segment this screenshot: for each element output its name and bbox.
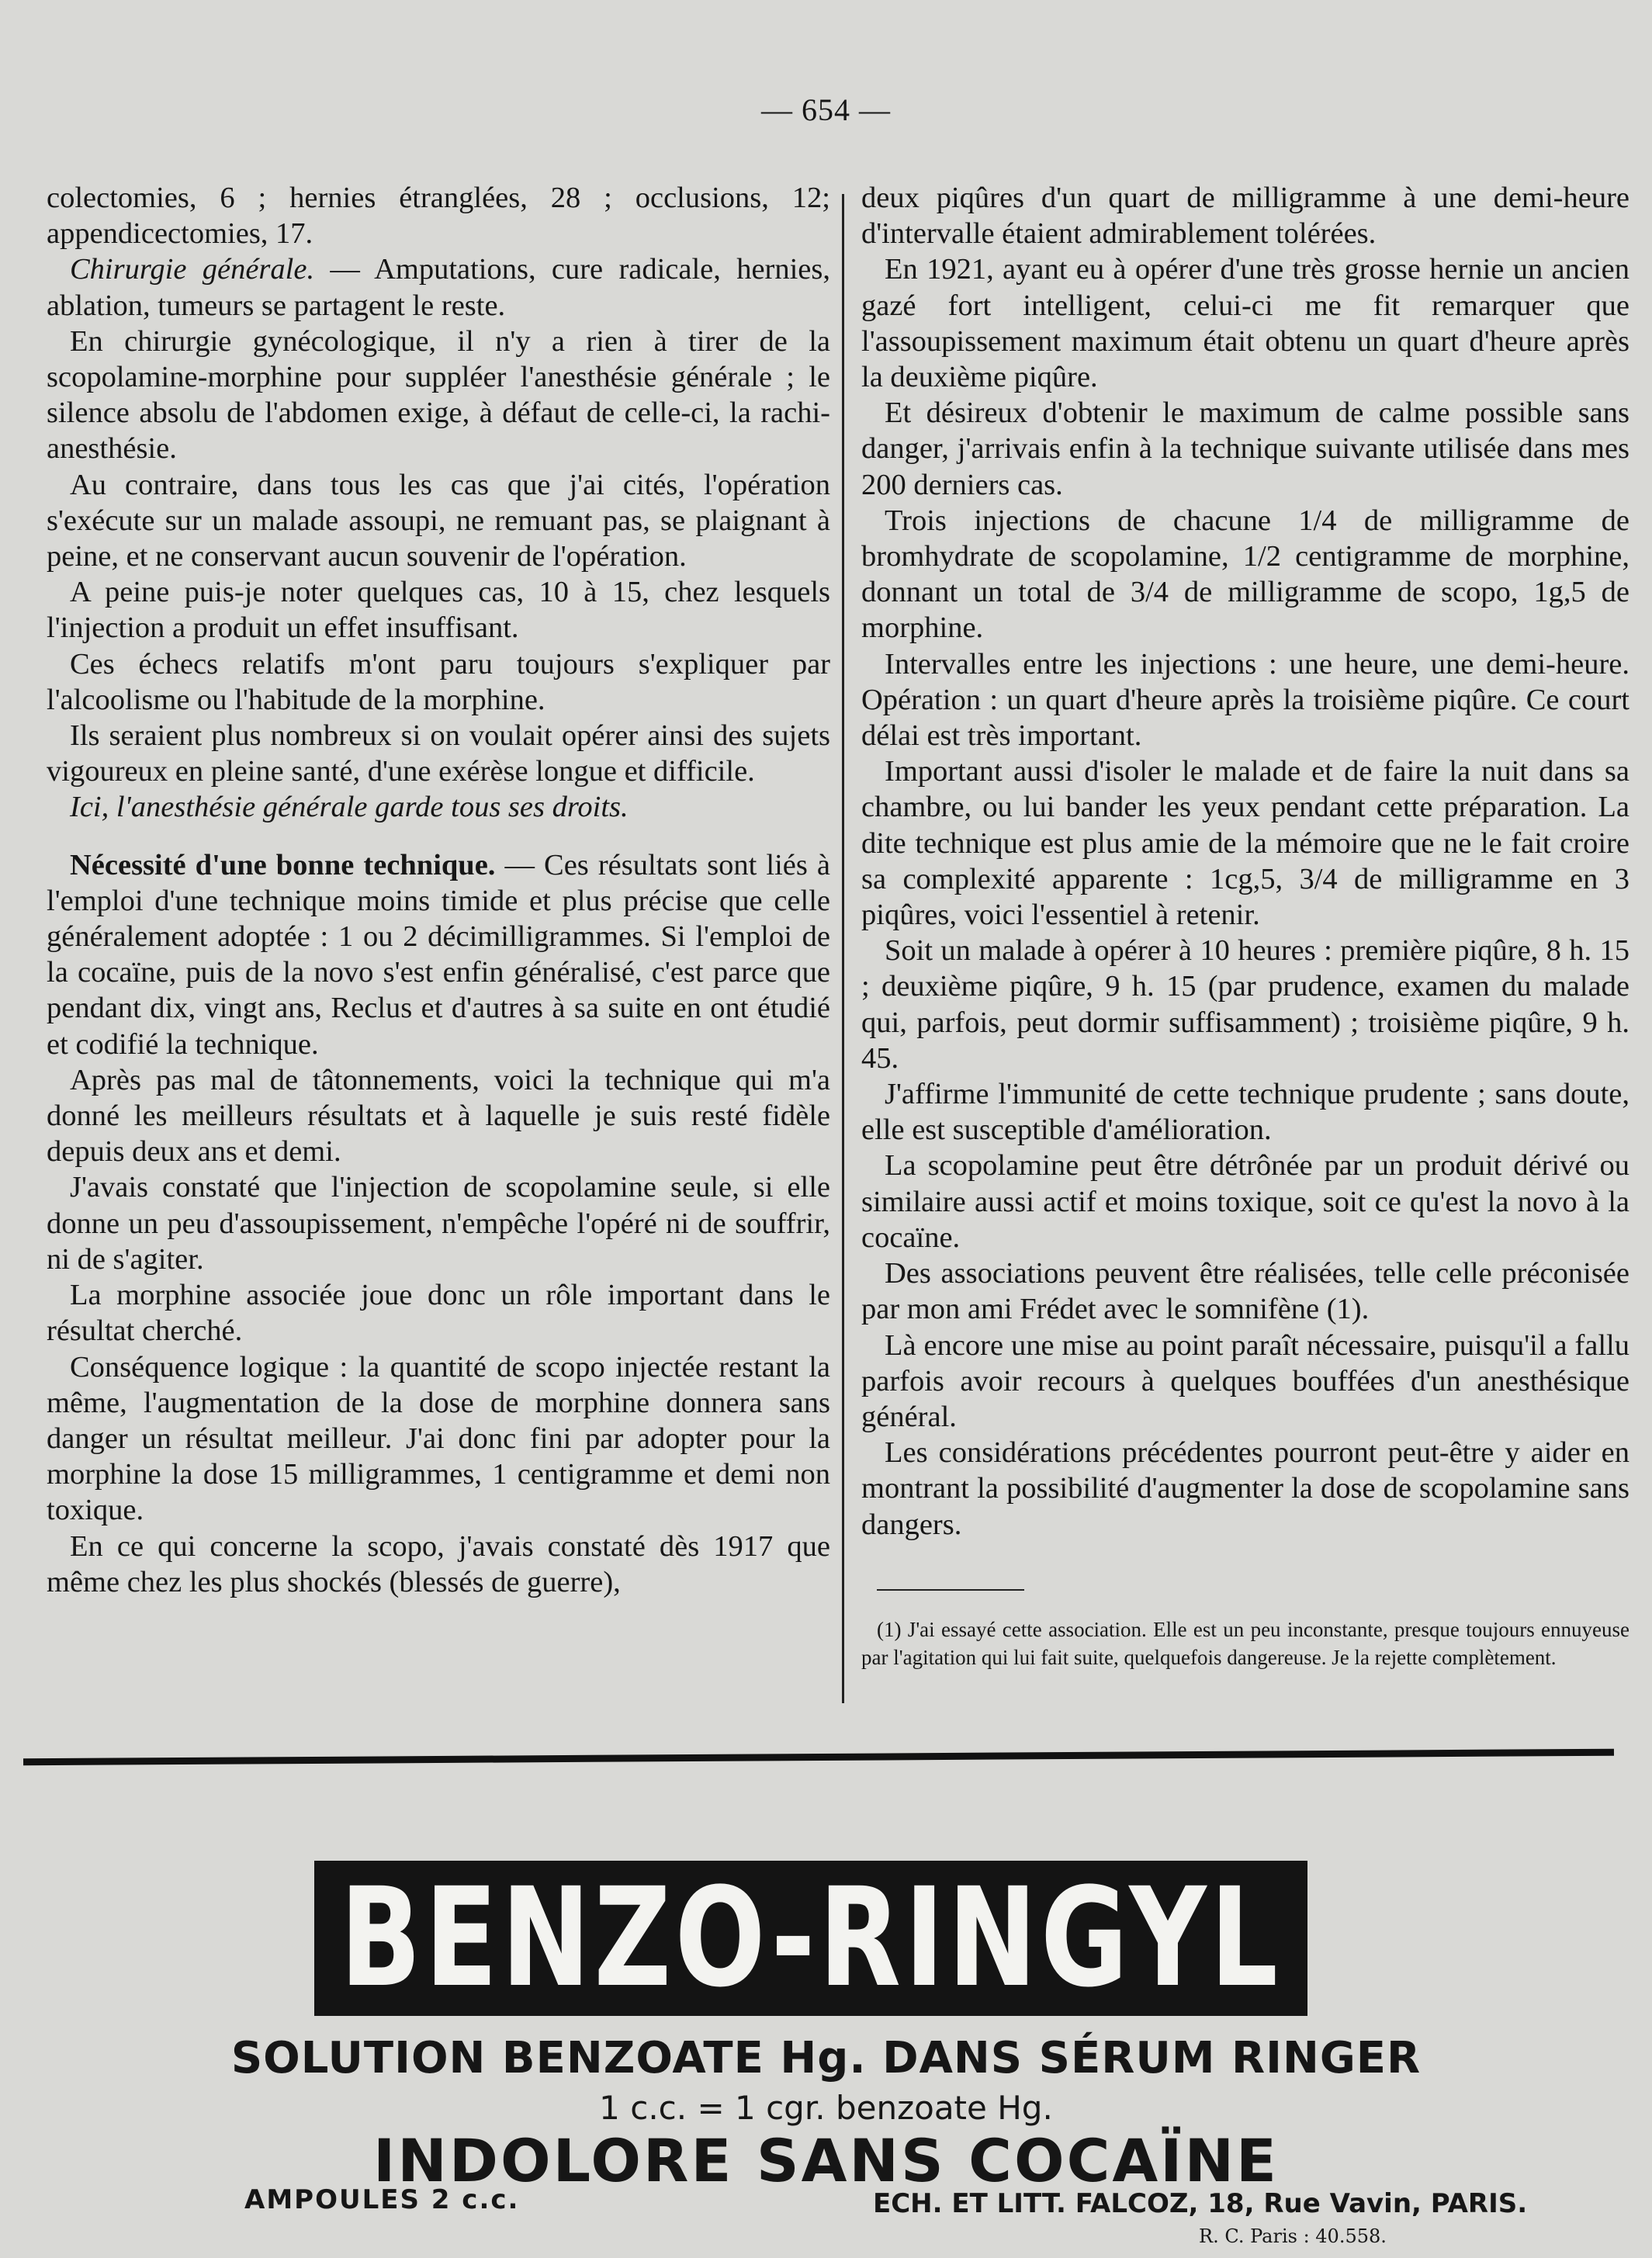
paragraph: La scopolamine peut être détrônée par un produit dérivé ou similaire aussi actif et moins toxique, soit ce qu'est la novo à la cocaïne. xyxy=(861,1149,1629,1254)
paragraph: En chirurgie gynécologique, il n'y a rien à tirer de la scopolamine-morphine pour suppléer l'anesthésie générale ; le silence absolu de l'abdomen exige, à défaut de celle-ci, la rachi-anesthésie. xyxy=(47,324,830,466)
paragraph: Après pas mal de tâtonnements, voici la technique qui m'a donné les meilleurs résultats et à laquelle je suis resté fidèle depuis deux ans et demi. xyxy=(47,1063,830,1169)
paragraph xyxy=(47,251,830,323)
paragraph-text: Ces résultats sont liés à l'emploi d'une technique moins timide et plus précise que celle généralement adoptée : 1 ou 2 décimilligrammes. Si l'emploi de la cocaïne, puis de la novo s'est enfin généralisé, c'est parce que pendant dix, vingt ans, Reclus et d'autres à sa suite en ont étudié et codifié la technique. xyxy=(47,848,830,1061)
footnote xyxy=(861,1616,1629,1671)
paragraph: Intervalles entre les injections : une heure, une demi-heure. Opération : un quart d'heure après la troisième piqûre. Ce court délai est très important. xyxy=(861,647,1629,753)
paragraph: En 1921, ayant eu à opérer d'une très grosse hernie un ancien gazé fort intelligent, celui-ci me fit remarquer que l'assoupissement maximum était obtenu un quart d'heure après la deuxième piqûre. xyxy=(861,253,1629,394)
advertisement-claim: INDOLORE SANS COCAÏNE xyxy=(373,2126,1279,2195)
paragraph: La morphine associée joue donc un rôle important dans le résultat cherché. xyxy=(47,1279,830,1348)
footnote-text: (1) J'ai essayé cette association. Elle est un peu inconstante, presque toujours ennuyeuse par l'agitation qui lui fait suite, quelquefois dangereuse. Je la rejette complètement. xyxy=(861,1618,1629,1669)
paragraph: Au contraire, dans tous les cas que j'ai cités, l'opération s'exécute sur un malade assoupi, ne remuant pas, se plaignant à peine, et ne conservant aucun souvenir de l'opération. xyxy=(47,468,830,573)
section-heading-general-surgery: Chirurgie générale. xyxy=(70,253,315,286)
paragraph: J'affirme l'immunité de cette technique prudente ; sans doute, elle est susceptible d'amélioration. xyxy=(861,1078,1629,1147)
section-heading-technique: Nécessité d'une bonne technique. xyxy=(70,848,496,881)
paragraph: deux piqûres d'un quart de milligramme à une demi-heure d'intervalle étaient admirablement tolérées. xyxy=(861,182,1629,251)
advertisement-ampoules: AMPOULES 2 c.c. xyxy=(244,2184,520,2215)
paragraph: Conséquence logique : la quantité de scopo injectée restant la même, l'augmentation de la dose de morphine donnera sans danger un résultat meilleur. J'ai donc fini par adopter pour la morphine la dose 15 milligrammes, 1 centigramme et demi non toxique. xyxy=(47,1350,830,1527)
advertisement-subtitle: SOLUTION BENZOATE Hg. DANS SÉRUM RINGER xyxy=(230,2033,1422,2083)
paragraph: Là encore une mise au point paraît nécessaire, puisqu'il a fallu parfois avoir recours à quelques bouffées d'un anesthésique général. xyxy=(861,1328,1629,1433)
paragraph: colectomies, 6 ; hernies étranglées, 28 ; occlusions, 12; appendicectomies, 17. xyxy=(47,182,830,251)
advertisement-divider xyxy=(23,1749,1614,1766)
footnote-rule xyxy=(877,1589,1024,1591)
left-column xyxy=(47,180,830,1600)
heading-dash: — xyxy=(314,253,375,286)
page-number: — 654 — xyxy=(761,92,891,127)
advertisement-printer: ECH. ET LITT. FALCOZ, 18, Rue Vavin, PARIS. xyxy=(873,2188,1528,2219)
advertisement-brand-banner xyxy=(314,1858,1307,2017)
paragraph: Des associations peuvent être réalisées, telle celle préconisée par mon ami Frédet avec le somnifène (1). xyxy=(861,1257,1629,1326)
paragraph: A peine puis-je noter quelques cas, 10 à 15, chez lesquels l'injection a produit un effet insuffisant. xyxy=(47,576,830,645)
paragraph: Important aussi d'isoler le malade et de faire la nuit dans sa chambre, ou lui bander les yeux pendant cette préparation. La dite technique est plus amie de la mémoire que ne le fait croire sa complexité apparente : 1cg,5, 3/4 de milligramme en 3 piqûres, voici l'essentiel à retenir. xyxy=(861,755,1629,932)
paragraph: En ce qui concerne la scopo, j'avais constaté dès 1917 que même chez les plus shockés (blessés de guerre), xyxy=(47,1529,830,1598)
paragraph: Ces échecs relatifs m'ont paru toujours s'expliquer par l'alcoolisme ou l'habitude de la morphine. xyxy=(47,647,830,716)
paragraph: Les considérations précédentes pourront peut-être y aider en montrant la possibilité d'augmenter la dose de scopolamine sans dangers. xyxy=(861,1436,1629,1541)
paragraph-text: Amputations, cure radicale, hernies, ablation, tumeurs se partagent le reste. xyxy=(47,253,830,322)
paragraph: J'avais constaté que l'injection de scopolamine seule, si elle donne un peu d'assoupissement, n'empêche l'opéré ni de souffrir, ni de s'agiter. xyxy=(47,1171,830,1276)
paragraph: Trois injections de chacune 1/4 de milligramme de bromhydrate de scopolamine, 1/2 centigramme de morphine, donnant un total de 3/4 de milligramme de scopo, 1g,5 de morphine. xyxy=(861,504,1629,645)
advertisement-brand: BENZO-RINGYL xyxy=(340,1858,1282,2017)
column-divider xyxy=(842,194,844,1703)
paragraph: Soit un malade à opérer à 10 heures : première piqûre, 8 h. 15 ; deuxième piqûre, 9 h. 15 (par prudence, examen du malade qui, parfois, peut dormir suffisamment) ; troisième piqûre, 9 h. 45. xyxy=(861,934,1629,1075)
advertisement-dosage: 1 c.c. = 1 cgr. benzoate Hg. xyxy=(599,2089,1053,2127)
right-column xyxy=(861,180,1629,1543)
paragraph: Ils seraient plus nombreux si on voulait opérer ainsi des sujets vigoureux en pleine santé, d'une exérèse longue et difficile. xyxy=(47,719,830,788)
paragraph: Ici, l'anesthésie générale garde tous ses droits. xyxy=(70,791,629,824)
paragraph xyxy=(47,847,830,1062)
paragraph: Et désireux d'obtenir le maximum de calme possible sans danger, j'arrivais enfin à la technique suivante utilisée dans mes 200 derniers cas. xyxy=(861,397,1629,501)
advertisement-registry: R. C. Paris : 40.558. xyxy=(1199,2225,1387,2247)
heading-dash: — xyxy=(495,848,545,881)
